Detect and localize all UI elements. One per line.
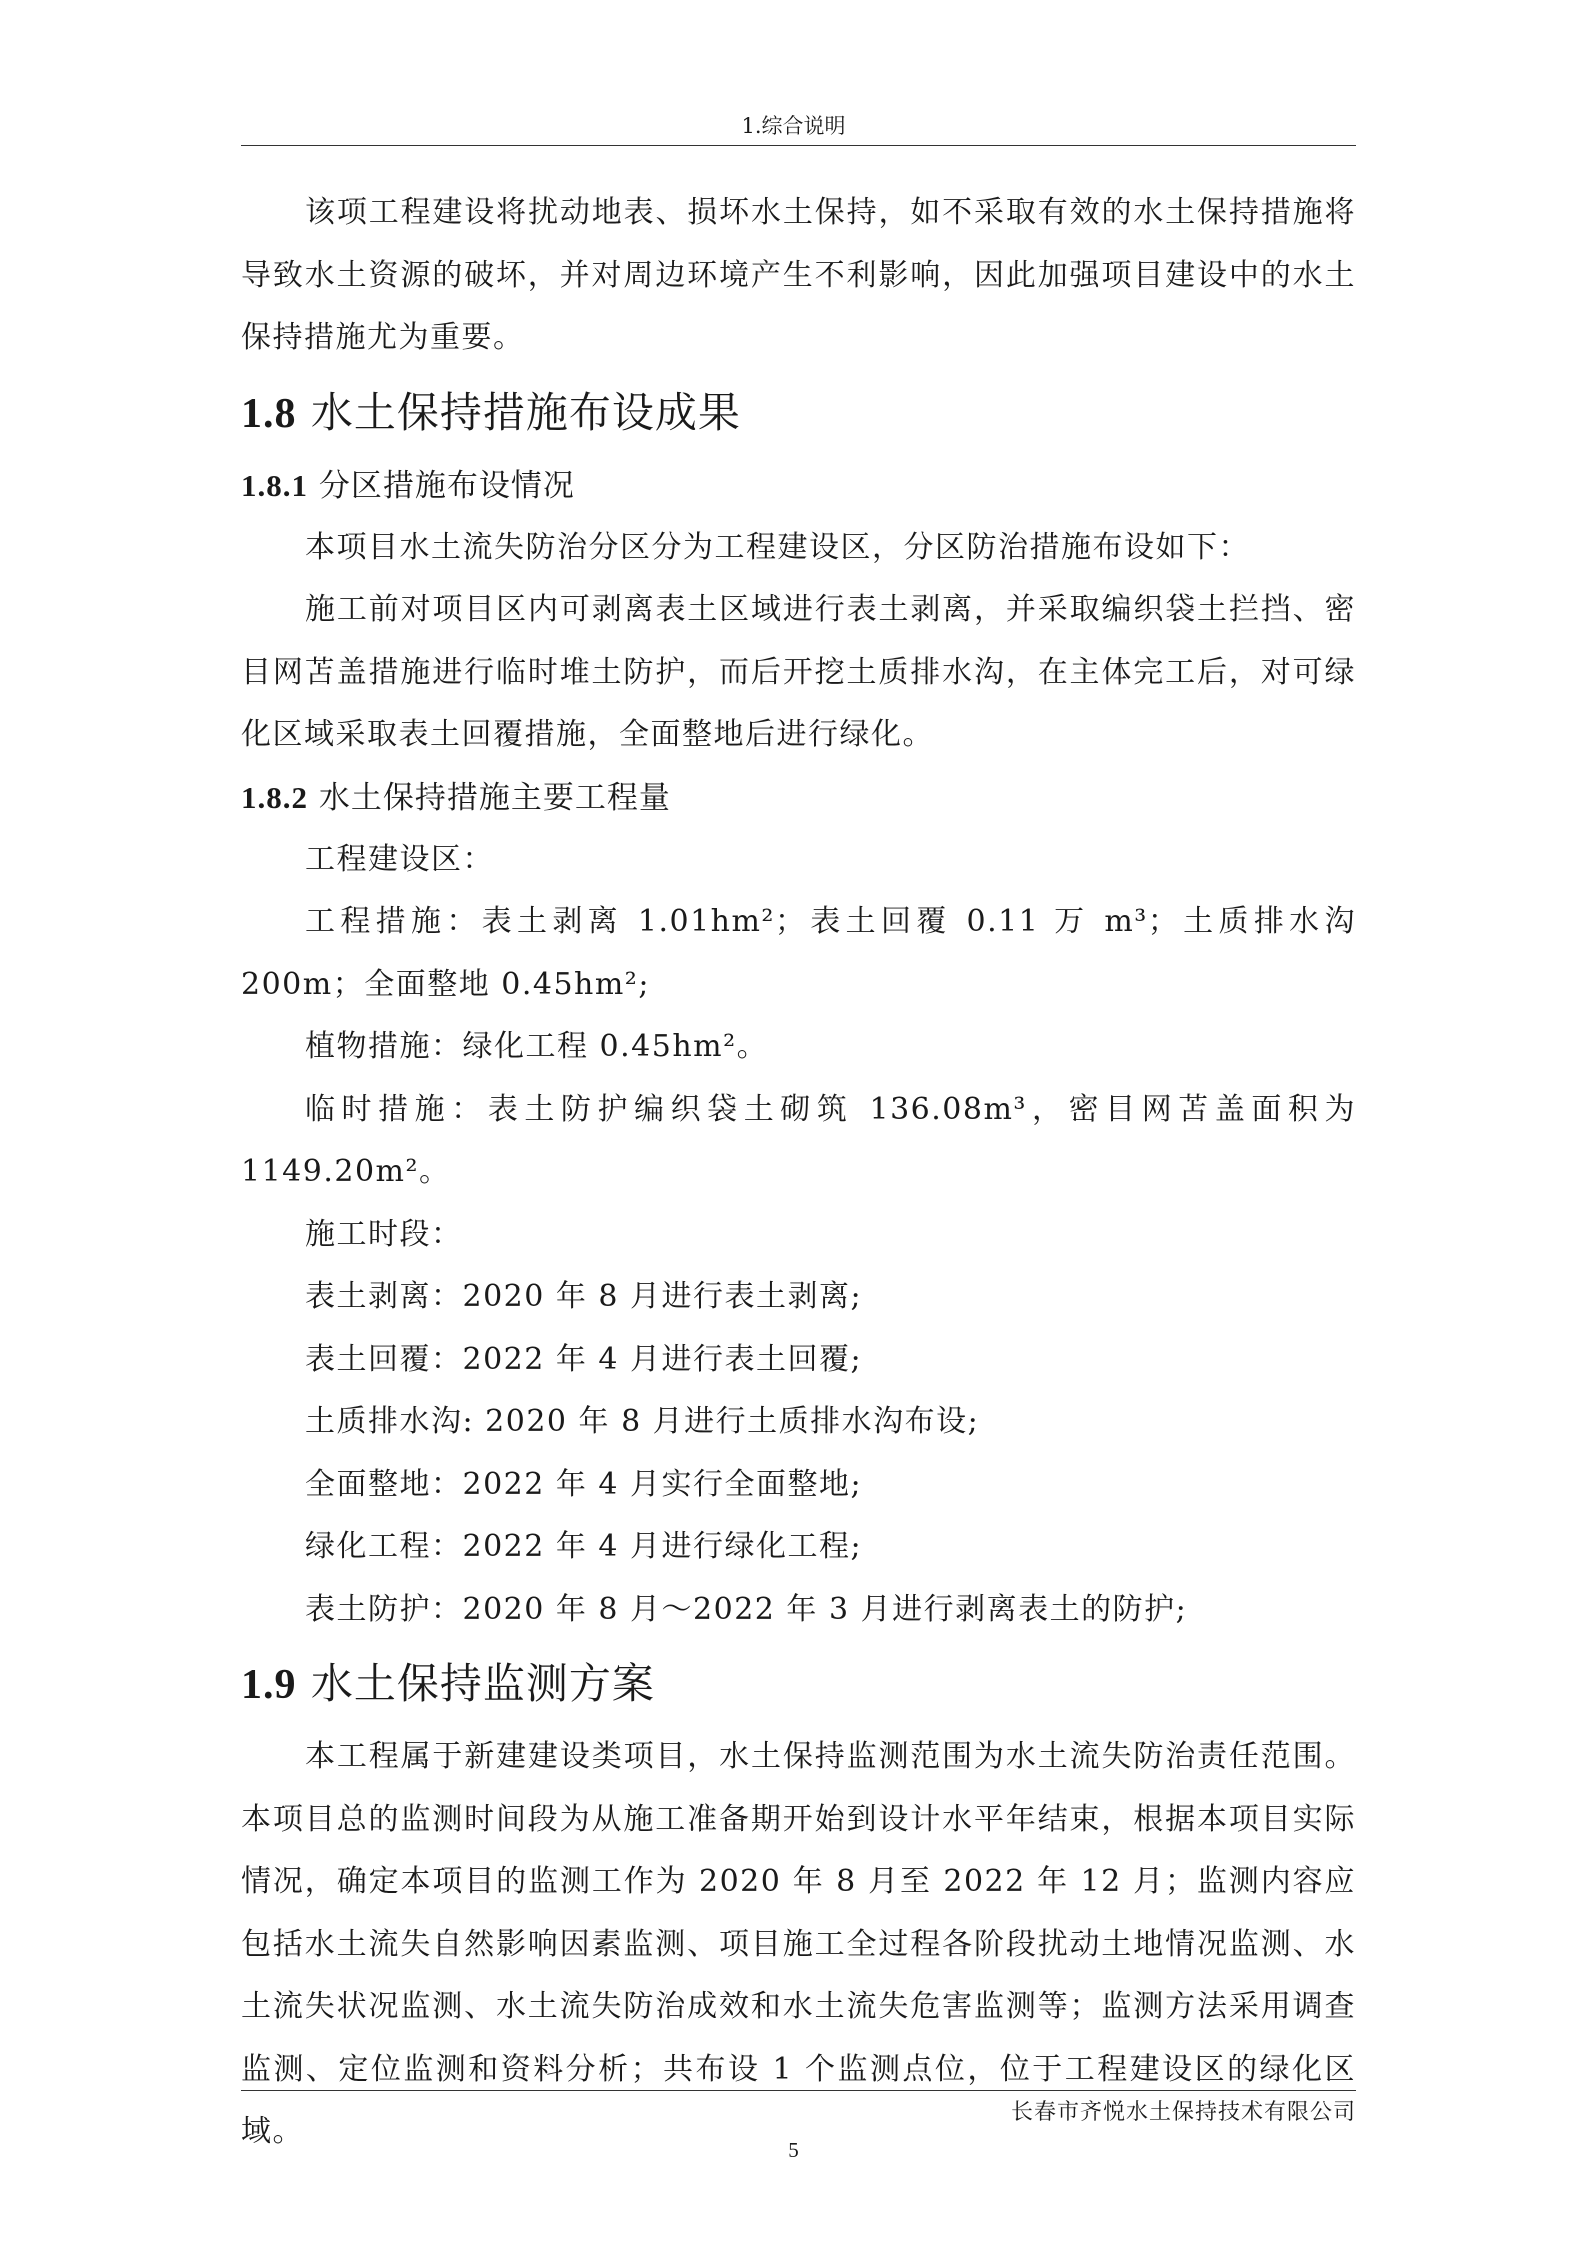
temporary-measures: 临时措施：表土防护编织袋土砌筑 136.08m³，密目网苫盖面积为 1149.20m²。	[241, 1091, 1356, 1189]
schedule-item: 表土剥离：2020 年 8 月进行表土剥离;	[305, 1279, 863, 1314]
section-heading-1-9	[241, 1647, 1356, 1722]
intro-paragraph: 该项工程建设将扰动地表、损坏水土保持，如不采取有效的水土保持措施将导致水土资源的破坏，并对周边环境产生不利影响，因此加强项目建设中的水土保持措施尤为重要。	[241, 195, 1356, 355]
section-title: 水土保持措施布设成果	[310, 387, 741, 437]
subsection-heading-1-8-2	[241, 767, 1356, 829]
construction-period-label: 施工时段：	[305, 1216, 463, 1252]
monitoring-paragraph: 本工程属于新建建设类项目，水土保持监测范围为水土流失防治责任范围。本项目总的监测时间段为从施工准备期开始到设计水平年结束，根据本项目实际情况，确定本项目的监测工作为 2020 年 8 月至 2022 年 12 月；监测内容应包括水土流失自然影响因素监测、项目施工全过程各阶段扰动土地情况监测、水土流失状况监测、水土流失防治成效和水土流失危害监测等；监测方法采用调查监测、定位监测和资料分析；共布设 1 个监测点位，位于工程建设区的绿化区域。	[241, 1739, 1356, 2149]
subsection-title: 水土保持措施主要工程量	[318, 779, 671, 816]
section-heading-1-8	[241, 376, 1356, 451]
section-title: 水土保持监测方案	[310, 1659, 655, 1708]
schedule-item: 表土防护：2020 年 8 月～2022 年 3 月进行剥离表土的防护;	[305, 1591, 1188, 1627]
page-number: 5	[788, 2138, 799, 2162]
zoning-paragraph: 本项目水土流失防治分区分为工程建设区，分区防治措施布设如下：	[305, 529, 1250, 565]
subsection-title: 分区措施布设情况	[318, 467, 575, 504]
schedule-item: 土质排水沟: 2020 年 8 月进行土质排水沟布设;	[305, 1404, 980, 1439]
page-header-title: 1.综合说明	[741, 114, 846, 138]
schedule-item: 全面整地：2022 年 4 月实行全面整地;	[305, 1466, 863, 1502]
area-label: 工程建设区：	[305, 841, 494, 877]
document-body	[241, 182, 1356, 2164]
footer-company-name: 长春市齐悦水土保持技术有限公司	[1010, 2100, 1356, 2125]
measures-paragraph: 施工前对项目区内可剥离表土区域进行表土剥离，并采取编织袋土拦挡、密目网苫盖措施进行临时堆土防护，而后开挖土质排水沟，在主体完工后，对可绿化区域采取表土回覆措施，全面整地后进行绿化。	[241, 592, 1356, 752]
section-number: 1.8	[241, 390, 297, 437]
schedule-item: 绿化工程：2022 年 4 月进行绿化工程;	[305, 1529, 863, 1564]
subsection-number: 1.8.1	[241, 467, 308, 503]
section-number: 1.9	[241, 1662, 297, 1708]
footer-rule	[241, 2090, 1356, 2091]
subsection-heading-1-8-1	[241, 455, 1356, 517]
subsection-number: 1.8.2	[241, 779, 308, 815]
header-rule	[241, 145, 1356, 146]
schedule-item: 表土回覆：2022 年 4 月进行表土回覆;	[305, 1341, 863, 1377]
plant-measures: 植物措施：绿化工程 0.45hm²。	[305, 1029, 769, 1064]
engineering-measures: 工程措施：表土剥离 1.01hm²；表土回覆 0.11 万 m³；土质排水沟 200m；全面整地 0.45hm²;	[241, 904, 1356, 1002]
